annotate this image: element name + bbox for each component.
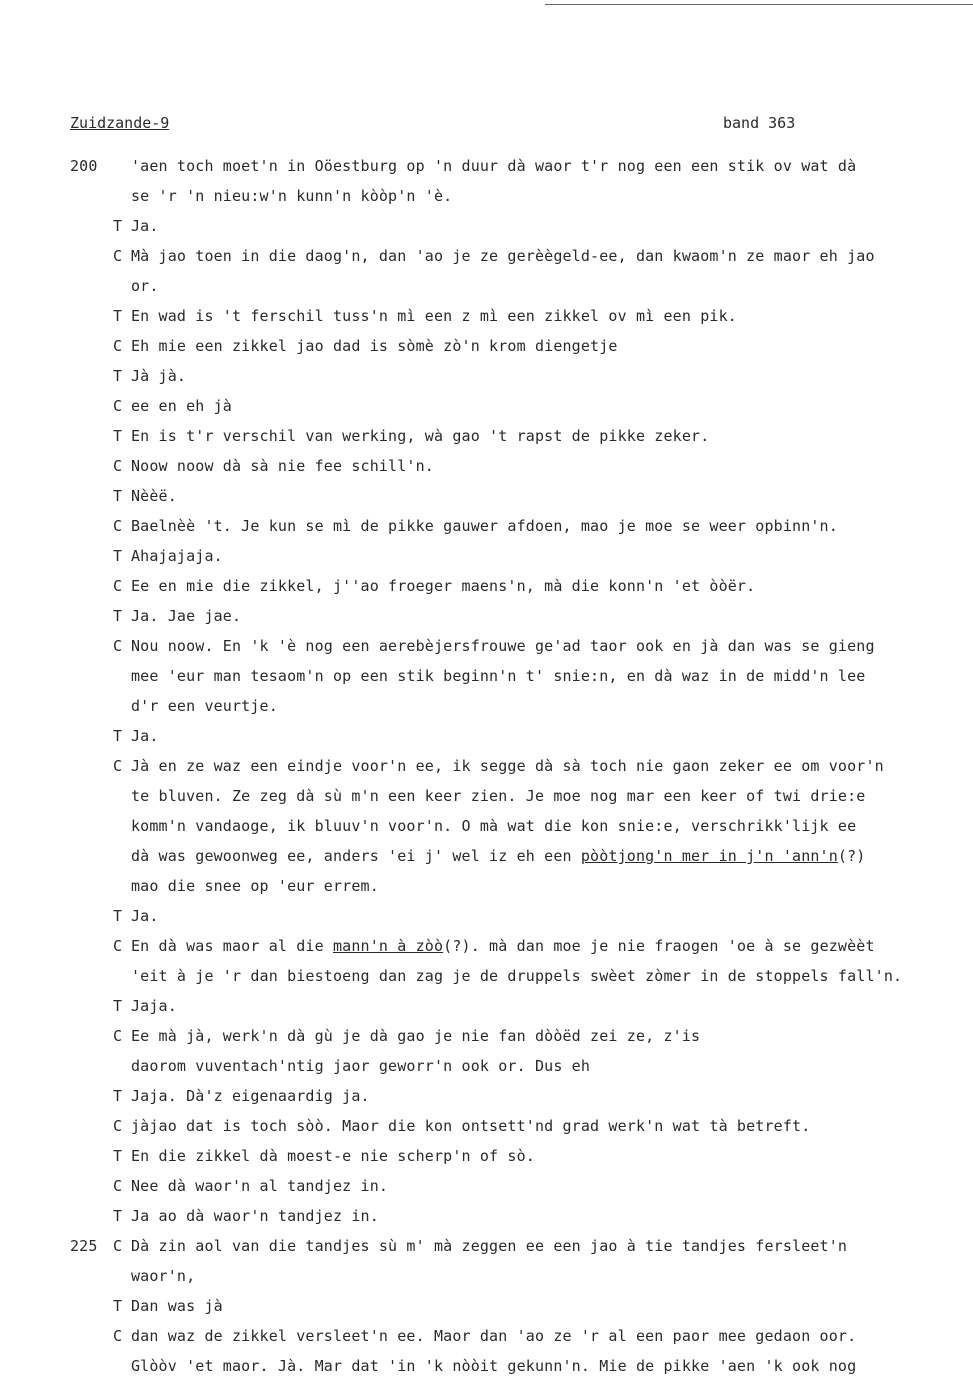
transcript-line xyxy=(0,961,973,991)
utterance-text: se 'r 'n nieu:w'n kunn'n kòòp'n 'è. xyxy=(131,187,453,205)
transcript-line xyxy=(0,751,973,781)
transcript-line xyxy=(0,151,973,181)
utterance-text: Jà en ze waz een eindje voor'n ee, ik segge dà sà toch nie gaon zeker ee om voor'n xyxy=(131,757,884,775)
speaker-label: T xyxy=(113,427,123,445)
utterance-text: daorom vuventach'ntig jaor geworr'n ook or. Dus eh xyxy=(131,1057,591,1075)
transcript-line xyxy=(0,421,973,451)
transcript-line xyxy=(0,331,973,361)
utterance-text: te bluven. Ze zeg dà sù m'n een keer zien. Je moe nog mar een keer of twi drie:e xyxy=(131,787,866,805)
transcript-line xyxy=(0,901,973,931)
transcript-line xyxy=(0,211,973,241)
speaker-label: C xyxy=(113,937,123,955)
speaker-label: T xyxy=(113,307,123,325)
speaker-label: C xyxy=(113,757,123,775)
utterance-text: mee 'eur man tesaom'n op een stik beginn'n t' snie:n, en dà waz in de midd'n lee xyxy=(131,667,866,685)
utterance-text: En wad is 't ferschil tuss'n mì een z mì een zikkel ov mì een pik. xyxy=(131,307,737,325)
utterance-text: or. xyxy=(131,277,159,295)
utterance-text: dà was gewoonweg ee, anders 'ei j' wel iz eh een pòòtjong'n mer in j'n 'ann'n(?) xyxy=(131,847,866,865)
speaker-label: T xyxy=(113,367,123,385)
transcript-line xyxy=(0,1321,973,1351)
speaker-label: T xyxy=(113,217,123,235)
transcript-line xyxy=(0,841,973,871)
utterance-text: 'aen toch moet'n in Oöestburg op 'n duur dà waor t'r nog een een stik ov wat dà xyxy=(131,157,857,175)
transcript-line xyxy=(0,631,973,661)
utterance-text: Ja. xyxy=(131,727,159,745)
speaker-label: T xyxy=(113,1087,123,1105)
speaker-label: C xyxy=(113,247,123,265)
utterance-text: Mà jao toen in die daog'n, dan 'ao je ze gerèègeld-ee, dan kwaom'n ze maor eh jao xyxy=(131,247,875,265)
top-rule xyxy=(545,4,973,5)
transcript-line xyxy=(0,781,973,811)
speaker-label: C xyxy=(113,1327,123,1345)
transcript-line xyxy=(0,1231,973,1261)
transcript-line xyxy=(0,1141,973,1171)
utterance-text: Ahajajaja. xyxy=(131,547,223,565)
speaker-label: C xyxy=(113,577,123,595)
transcript-body xyxy=(0,151,973,1381)
utterance-text: Noow noow dà sà nie fee schill'n. xyxy=(131,457,434,475)
transcript-line xyxy=(0,871,973,901)
utterance-text: Nee dà waor'n al tandjez in. xyxy=(131,1177,389,1195)
speaker-label: T xyxy=(113,607,123,625)
transcript-line xyxy=(0,991,973,1021)
transcript-line xyxy=(0,691,973,721)
utterance-text: dan waz de zikkel versleet'n ee. Maor dan 'ao ze 'r al een paor mee gedaon oor. xyxy=(131,1327,857,1345)
utterance-text: Ee mà jà, werk'n dà gù je dà gao je nie fan dòòëd zei ze, z'is xyxy=(131,1027,701,1045)
speaker-label: C xyxy=(113,517,123,535)
transcript-line xyxy=(0,1111,973,1141)
speaker-label: T xyxy=(113,1207,123,1225)
transcript-line xyxy=(0,1261,973,1291)
speaker-label: C xyxy=(113,1177,123,1195)
transcript-line xyxy=(0,1021,973,1051)
transcript-line xyxy=(0,511,973,541)
utterance-text: Jà jà. xyxy=(131,367,187,385)
utterance-text: Ja. xyxy=(131,907,159,925)
transcript-line xyxy=(0,571,973,601)
utterance-text: Ja. xyxy=(131,217,159,235)
transcript-line xyxy=(0,931,973,961)
speaker-label: C xyxy=(113,1237,123,1255)
transcript-line xyxy=(0,1351,973,1381)
utterance-text: Dan was jà xyxy=(131,1297,223,1315)
utterance-text: waor'n, xyxy=(131,1267,196,1285)
utterance-text: Ee en mie die zikkel, j''ao froeger maens'n, mà die konn'n 'et òòër. xyxy=(131,577,756,595)
utterance-text: jàjao dat is toch sòò. Maor die kon ontsett'nd grad werk'n wat tà betreft. xyxy=(131,1117,811,1135)
transcript-line xyxy=(0,271,973,301)
transcript-line xyxy=(0,481,973,511)
utterance-text: Ja. Jae jae. xyxy=(131,607,242,625)
utterance-text: Jaja. xyxy=(131,997,177,1015)
utterance-text: 'eit à je 'r dan biestoeng dan zag je de druppels swèet zòmer in de stoppels fall'n. xyxy=(131,967,903,985)
utterance-text: Dà zin aol van die tandjes sù m' mà zeggen ee een jao à tie tandjes fersleet'n xyxy=(131,1237,848,1255)
speaker-label: C xyxy=(113,1027,123,1045)
transcript-line xyxy=(0,1201,973,1231)
transcript-line xyxy=(0,1081,973,1111)
transcript-line xyxy=(0,661,973,691)
utterance-text: En die zikkel dà moest-e nie scherp'n of sò. xyxy=(131,1147,535,1165)
speaker-label: C xyxy=(113,397,123,415)
underlined-uncertain-text: mann'n à zòò xyxy=(332,937,444,955)
line-number: 225 xyxy=(70,1237,98,1255)
underlined-uncertain-text: pòòtjong'n mer in j'n 'ann'n xyxy=(580,847,838,865)
transcript-line xyxy=(0,721,973,751)
transcript-line xyxy=(0,811,973,841)
utterance-text: Nou noow. En 'k 'è nog een aerebèjersfrouwe ge'ad taor ook en jà dan was se gieng xyxy=(131,637,875,655)
speaker-label: T xyxy=(113,907,123,925)
band-number: band 363 xyxy=(723,114,796,132)
transcript-line xyxy=(0,1051,973,1081)
utterance-text: Eh mie een zikkel jao dad is sòmè zò'n krom diengetje xyxy=(131,337,618,355)
speaker-label: T xyxy=(113,727,123,745)
transcript-line xyxy=(0,391,973,421)
utterance-text: komm'n vandaoge, ik bluuv'n voor'n. O mà wat die kon snie:e, verschrikk'lijk ee xyxy=(131,817,857,835)
utterance-text: Glòòv 'et maor. Jà. Mar dat 'in 'k nòòit gekunn'n. Mie de pikke 'aen 'k ook nog xyxy=(131,1357,857,1375)
utterance-text: En is t'r verschil van werking, wà gao 't rapst de pikke zeker. xyxy=(131,427,710,445)
utterance-text: mao die snee op 'eur errem. xyxy=(131,877,379,895)
speaker-label: T xyxy=(113,1147,123,1165)
transcript-line xyxy=(0,361,973,391)
transcript-line xyxy=(0,451,973,481)
utterance-text: Jaja. Dà'z eigenaardig ja. xyxy=(131,1087,370,1105)
speaker-label: T xyxy=(113,1297,123,1315)
speaker-label: C xyxy=(113,1117,123,1135)
utterance-text: Baelnèè 't. Je kun se mì de pikke gauwer afdoen, mao je moe se weer opbinn'n. xyxy=(131,517,838,535)
speaker-label: T xyxy=(113,547,123,565)
transcript-line xyxy=(0,1291,973,1321)
transcript-line xyxy=(0,1171,973,1201)
speaker-label: C xyxy=(113,337,123,355)
speaker-label: T xyxy=(113,487,123,505)
utterance-text: En dà was maor al die mann'n à zòò(?). mà dan moe je nie fraogen 'oe à se gezwèèt xyxy=(131,937,875,955)
utterance-text: Ja ao dà waor'n tandjez in. xyxy=(131,1207,379,1225)
speaker-label: T xyxy=(113,997,123,1015)
utterance-text: Nèèë. xyxy=(131,487,177,505)
transcript-line xyxy=(0,541,973,571)
transcript-line xyxy=(0,181,973,211)
speaker-label: C xyxy=(113,457,123,475)
utterance-text: ee en eh jà xyxy=(131,397,232,415)
transcript-line xyxy=(0,301,973,331)
speaker-label: C xyxy=(113,637,123,655)
transcript-line xyxy=(0,241,973,271)
utterance-text: d'r een veurtje. xyxy=(131,697,278,715)
document-title: Zuidzande-9 xyxy=(70,114,170,132)
line-number: 200 xyxy=(70,157,98,175)
transcript-line xyxy=(0,601,973,631)
